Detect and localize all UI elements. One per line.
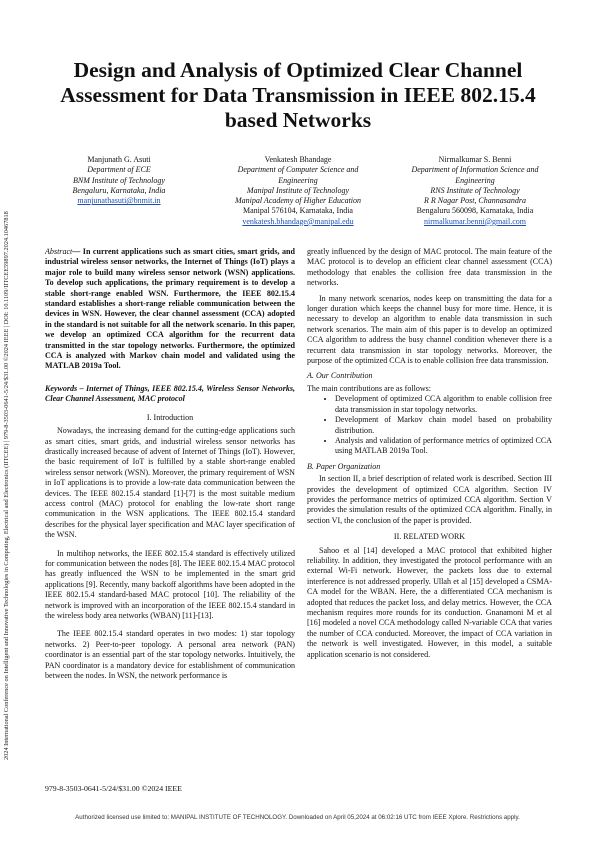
left-column — [45, 247, 295, 681]
author-email-link[interactable]: nirmalkumar.benni@gmail.com — [423, 216, 526, 226]
list-item: • Analysis and validation of performance metrics of optimized CCA using MATLAB 2019a Tool. — [335, 436, 552, 457]
section-heading-related-work: II. RELATED WORK — [393, 532, 466, 542]
paragraph: In section II, a brief description of related work is described. Section III provides the development of optimized CCA algorithm. Section IV provides the performance metrics of optimized CCA algorithm. Section V provides the simulation results of the optimized CCA algorithm. Finally, in section VI, the conclusion of the paper is provided. — [307, 474, 552, 525]
paragraph: greatly influenced by the design of MAC protocol. The main feature of the MAC protocol is to develop an efficient clear channel assessment (CCA) methodology that enables the collision free data transmission in the networks. — [307, 247, 552, 288]
author-block-3 — [395, 155, 555, 227]
paragraph: The IEEE 802.15.4 standard operates in two modes: 1) star topology networks. 2) Peer-to-peer topology. A personal area network (PAN) coordinator is an essential part of the star topology networks. Intuitively, the PAN coordinator is a mandatory device for establishment of communication between the nodes. In WSN, the network performance is — [45, 629, 295, 681]
abstract-text: — In current applications such as smart cities, smart grids, and industrial wireless sensor networks, the Internet of Things (IoT) plays a major role to build many wireless sensor network (WSN) applications. To develop such applications, the primary requirement is to develop a stable short-range enabled WSN. Furthermore, the IEEE 802.15.4 standard establishes a short-range reliable communication between the devices in WSN. However, the clear channel assessment (CCA) adopted in the standard is not suitable for all the network scenario. In this paper, we develop an optimized CCA algorithm for the recurrent data transmitted in the star topology networks. Furthermore, the optimized CCA is analyzed with Markov chain model and validated using the MATLAB 2019a Tool. — [45, 247, 295, 371]
author-name: Nirmalkumar S. Benni — [438, 155, 512, 164]
right-column — [307, 247, 552, 660]
list-item: • Development of optimized CCA algorithm to enable collision free data transmission in star topology networks. — [335, 394, 552, 415]
author-block-2 — [215, 155, 381, 227]
paper-title: Design and Analysis of Optimized Clear Channel Assessment for Data Transmission in IEEE 802.15.4 based Networks — [60, 58, 536, 132]
paragraph: Nowadays, the increasing demand for the cutting-edge applications such as smart cities, smart grids, and industrial wireless sensor networks has drastically increased because of advent of Internet of Things (IoT). However, the basic requirement of IoT is fulfilled by a stable short-range enabled wireless sensor network (WSN). Moreover, the primary requirement of WSN in IoT applications is to provide a low-rate data communication between the devices. The IEEE 802.15.4 standard [1]-[7] is the most suitable medium access control (MAC) protocol for enabling the low-rate short range communication in the WSN applications. The IEEE 802.15.4 standard describes for the physical layer specification and MAC layer specification of the WSN. — [45, 426, 295, 540]
author-affiliation: Manipal 576104, Karnataka, India — [243, 206, 353, 216]
author-affiliation: Engineering — [455, 175, 495, 185]
author-name: Manjunath G. Asuti — [87, 155, 151, 164]
author-email-link[interactable]: venkatesh.bhandage@manipal.edu — [242, 216, 354, 226]
subsection-heading-organization: B. Paper Organization — [307, 461, 381, 471]
author-affiliation: Bengaluru, Karnataka, India — [72, 185, 166, 195]
contribution-list — [307, 394, 552, 456]
author-affiliation: R R Nagar Post, Channasandra — [423, 196, 526, 206]
author-name: Venkatesh Bhandage — [264, 155, 332, 164]
author-affiliation: Department of Information Science and — [411, 165, 539, 175]
author-email-link[interactable]: manjunathasuti@bnmit.in — [77, 196, 161, 206]
abstract-label: Abstract — [45, 247, 73, 256]
author-affiliation: Bengaluru 560098, Karnataka, India — [416, 206, 534, 216]
author-block-1 — [44, 155, 194, 206]
section-heading-introduction: I. Introduction — [146, 412, 194, 422]
paragraph: In many network scenarios, nodes keep on transmitting the data for a longer duration which keeps the channel busy for more time. Hence, it is necessary to develop an algorithm to enable data transmission in such network scenarios. The main aim of this paper is to develop an optimized CCA algorithm to address the busy channel condition whenever there is a recurrent data transmission in star topology networks. Moreover, the purpose of the optimized CCA is to enable collision free data transmission. — [307, 293, 552, 366]
author-affiliation: RNS Institute of Technology — [430, 185, 520, 195]
side-citation-text: 2024 International Conference on Intelligent and Innovative Technologies in Computing, Electrical and Electronics (IITCEE) | 979-8-3503-0641-5/24/$31.00 ©2024 IEEE | DOI: 10.1109/IITCEE59897.2024.10467818 — [3, 211, 10, 760]
abstract — [45, 247, 295, 372]
keywords: Keywords – Internet of Things, IEEE 802.15.4, Wireless Sensor Networks, Clear Channel Assessment, MAC protocol — [45, 383, 295, 404]
author-affiliation: Engineering — [278, 175, 318, 185]
author-affiliation: BNM Institute of Technology — [73, 175, 165, 185]
subsection-heading-contribution: A. Our Contribution — [307, 371, 373, 381]
paragraph: In multihop networks, the IEEE 802.15.4 standard is effectively utilized for communication between the nodes [8]. The IEEE 802.15.4 MAC protocol has greatly influenced the WSN to be implemented in the smart grid applications [9]. Recently, many backoff algorithms have been adopted in the IEEE 802.15.4 standard-based MAC protocol [10]. The reliability of the network is improved with an incorporation of the IEEE 802.15.4 standard in the wireless body area networks (WBAN) [11]-[13]. — [45, 548, 295, 620]
list-item: • Development of Markov chain model based on probability distribution. — [335, 415, 552, 436]
copyright-footer: 979-8-3503-0641-5/24/$31.00 ©2024 IEEE — [45, 784, 182, 793]
author-affiliation: Manipal Institute of Technology — [246, 185, 350, 195]
author-affiliation: Department of Computer Science and — [237, 165, 359, 175]
paragraph: The main contributions are as follows: — [307, 383, 432, 393]
license-footer: Authorized licensed use limited to: MANIPAL INSTITUTE OF TECHNOLOGY. Downloaded on April 05,2024 at 06:02:16 UTC from IEEE Xplore. Restrictions apply. — [75, 814, 520, 821]
side-citation — [1, 70, 15, 760]
author-affiliation: Department of ECE — [87, 165, 151, 175]
author-affiliation: Manipal Academy of Higher Education — [234, 196, 362, 206]
paragraph: Sahoo et al [14] developed a MAC protocol that exhibited higher reliability. In addition, they investigated the protocol performance with an external Wi-Fi network. However, the packets loss due to external interference is not addressed properly. Ullah et al [15] developed a CSMA-CA model for the WBAN. Here, the a differentiated CCA mechanism is adopted that reduces the packet loss, and delay metrics. However, the CCA mechanism requires more rounds for its conduction. Gnanamoni M et al [16] modeled a novel CCA methodology called N-variable CCA that varies the number of CCA conducted. Moreover, the impact of CCA variation in the network is well investigated. However, in this model, a suitable application scenario is not considered. — [307, 545, 552, 659]
